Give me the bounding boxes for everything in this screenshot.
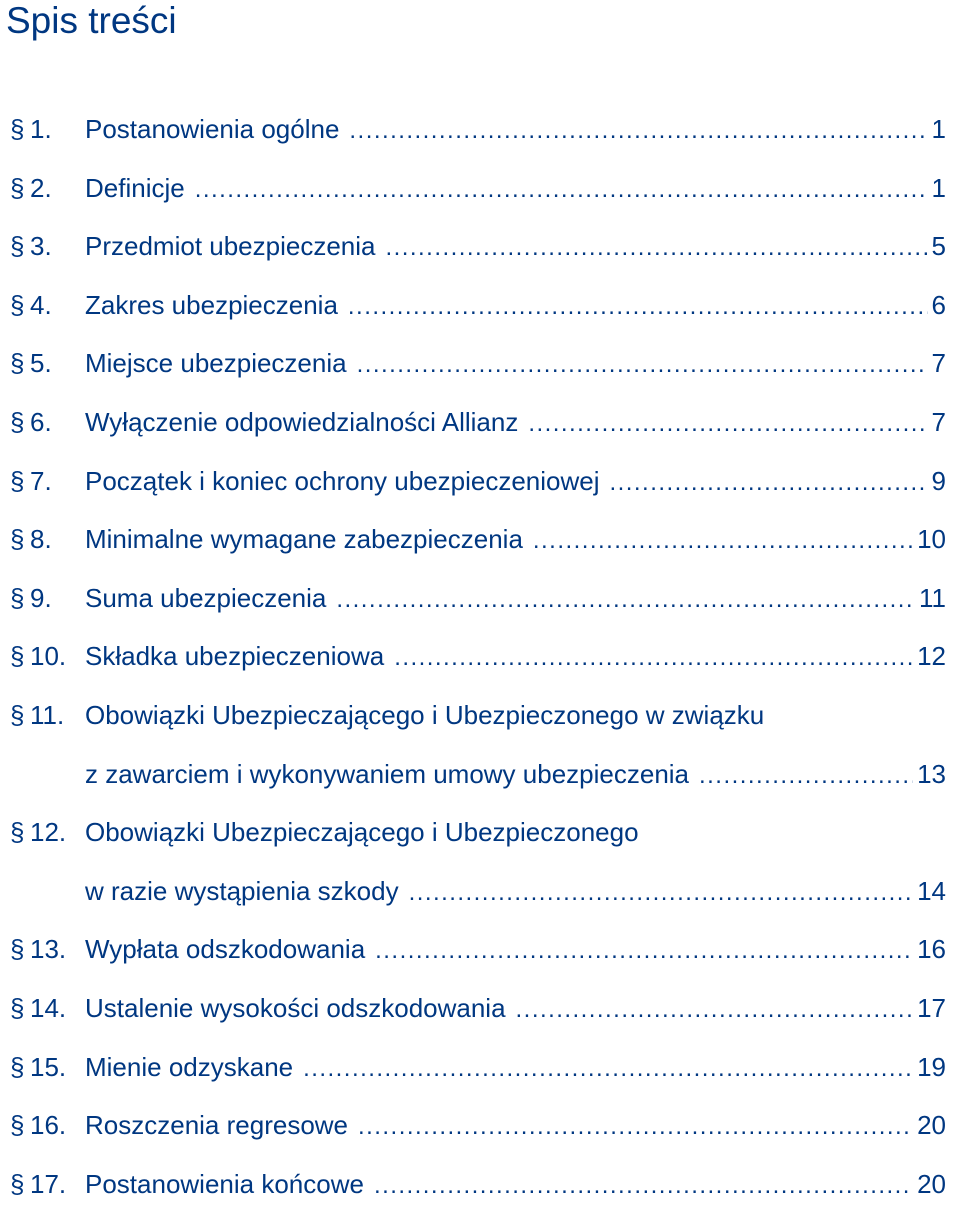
section-title: Minimalne wymagane zabezpieczenia xyxy=(85,524,523,555)
section-sign: § xyxy=(10,231,25,262)
section-number: 11. xyxy=(30,699,65,730)
toc-entry-14[interactable] xyxy=(0,979,960,1038)
toc-entry-4[interactable] xyxy=(0,276,960,335)
section-title: Postanowienia końcowe xyxy=(85,1168,364,1199)
toc-entry-16[interactable] xyxy=(0,1096,960,1155)
dot-leader xyxy=(348,278,928,337)
section-title: Roszczenia regresowe xyxy=(85,1110,349,1141)
section-title: Miejsce ubezpieczenia xyxy=(85,348,347,379)
section-sign: § xyxy=(10,992,25,1023)
page-number: 17 xyxy=(917,992,946,1023)
section-sign: § xyxy=(10,817,25,848)
page-number: 1 xyxy=(931,172,946,203)
section-number: 12. xyxy=(30,817,67,848)
page-number: 20 xyxy=(917,1168,946,1199)
section-sign: § xyxy=(10,465,25,496)
section-title: Wypłata odszkodowania xyxy=(85,934,366,965)
dot-leader xyxy=(409,864,914,923)
page-number: 13 xyxy=(917,758,946,789)
section-title: Wyłączenie odpowiedzialności Allianz xyxy=(85,406,519,437)
section-sign: § xyxy=(10,1168,25,1199)
section-sign: § xyxy=(10,114,25,144)
dot-leader xyxy=(195,161,928,220)
toc-entry-3[interactable] xyxy=(0,217,960,276)
section-sign: § xyxy=(10,1051,25,1082)
toc-entry-15[interactable] xyxy=(0,1038,960,1097)
section-sign: § xyxy=(10,699,25,730)
page-number: 12 xyxy=(917,641,946,672)
section-title: Suma ubezpieczenia xyxy=(85,582,327,613)
toc-entry-10[interactable] xyxy=(0,627,960,686)
dot-leader xyxy=(533,512,913,571)
section-number: 14. xyxy=(30,992,67,1023)
toc-entry-17[interactable] xyxy=(0,1155,960,1214)
section-title: Postanowienia ogólne xyxy=(85,114,340,144)
section-title-line-2: z zawarciem i wykonywaniem umowy ubezpieczenia xyxy=(85,758,690,789)
dot-leader xyxy=(516,981,914,1040)
section-sign: § xyxy=(10,172,25,203)
section-title: Zakres ubezpieczenia xyxy=(85,289,338,320)
toc-entry-13[interactable] xyxy=(0,920,960,979)
section-sign: § xyxy=(10,641,25,672)
toc-entry-11-line-1[interactable] xyxy=(0,686,960,745)
section-title: Przedmiot ubezpieczenia xyxy=(85,231,376,262)
section-number: 3. xyxy=(30,231,52,262)
toc-entry-1[interactable] xyxy=(0,100,960,159)
dot-leader xyxy=(336,571,915,630)
toc-entry-7[interactable] xyxy=(0,452,960,511)
table-of-contents xyxy=(0,100,960,1213)
dot-leader xyxy=(303,1040,913,1099)
section-number: 13. xyxy=(30,934,67,965)
section-number: 15. xyxy=(30,1051,67,1082)
page-number: 1 xyxy=(931,114,946,144)
dot-leader xyxy=(374,1157,913,1215)
section-number: 17. xyxy=(30,1168,67,1199)
dot-leader xyxy=(349,102,927,161)
section-number: 4. xyxy=(30,289,52,320)
page-number: 7 xyxy=(931,406,946,437)
dot-leader xyxy=(357,336,928,395)
page-number: 14 xyxy=(917,875,946,906)
toc-entry-6[interactable] xyxy=(0,393,960,452)
section-number: 16. xyxy=(30,1110,67,1141)
dot-leader xyxy=(394,629,913,688)
section-number: 5. xyxy=(30,348,52,379)
section-sign: § xyxy=(10,289,25,320)
section-number: 10. xyxy=(30,641,67,672)
toc-entry-11-line-2[interactable] xyxy=(0,745,960,804)
dot-leader xyxy=(375,922,913,981)
section-sign: § xyxy=(10,582,25,613)
page-number: 20 xyxy=(917,1110,946,1141)
section-number: 2. xyxy=(30,172,52,203)
section-title: Początek i koniec ochrony ubezpieczeniowej xyxy=(85,465,600,496)
section-title-line-1: Obowiązki Ubezpieczającego i Ubezpieczonego xyxy=(85,817,639,848)
dot-leader xyxy=(386,219,928,278)
section-title: Mienie odzyskane xyxy=(85,1051,294,1082)
section-sign: § xyxy=(10,934,25,965)
toc-entry-9[interactable] xyxy=(0,569,960,628)
section-title-line-1: Obowiązki Ubezpieczającego i Ubezpieczonego w związku xyxy=(85,699,765,730)
section-number: 1. xyxy=(30,114,52,144)
section-number: 7. xyxy=(30,465,52,496)
section-sign: § xyxy=(10,406,25,437)
section-number: 8. xyxy=(30,524,52,555)
dot-leader xyxy=(358,1098,913,1157)
page-title: Spis treści xyxy=(6,0,177,41)
section-title-line-2: w razie wystąpienia szkody xyxy=(85,875,399,906)
section-sign: § xyxy=(10,524,25,555)
section-sign: § xyxy=(10,348,25,379)
dot-leader xyxy=(699,747,913,806)
section-title: Ustalenie wysokości odszkodowania xyxy=(85,992,506,1023)
dot-leader xyxy=(610,454,928,513)
toc-entry-12-line-1[interactable] xyxy=(0,803,960,862)
page-number: 10 xyxy=(917,524,946,555)
section-number: 6. xyxy=(30,406,52,437)
page-number: 9 xyxy=(931,465,946,496)
section-title: Definicje xyxy=(85,172,185,203)
page-number: 19 xyxy=(917,1051,946,1082)
section-number: 9. xyxy=(30,582,52,613)
page-number: 6 xyxy=(931,289,946,320)
dot-leader xyxy=(528,395,927,454)
section-title: Składka ubezpieczeniowa xyxy=(85,641,385,672)
page-number: 5 xyxy=(931,231,946,262)
toc-entry-8[interactable] xyxy=(0,510,960,569)
toc-entry-5[interactable] xyxy=(0,334,960,393)
section-sign: § xyxy=(10,1110,25,1141)
toc-entry-2[interactable] xyxy=(0,159,960,218)
page-number: 16 xyxy=(917,934,946,965)
toc-entry-12-line-2[interactable] xyxy=(0,862,960,921)
page-number: 11 xyxy=(919,582,946,613)
page-number: 7 xyxy=(931,348,946,379)
